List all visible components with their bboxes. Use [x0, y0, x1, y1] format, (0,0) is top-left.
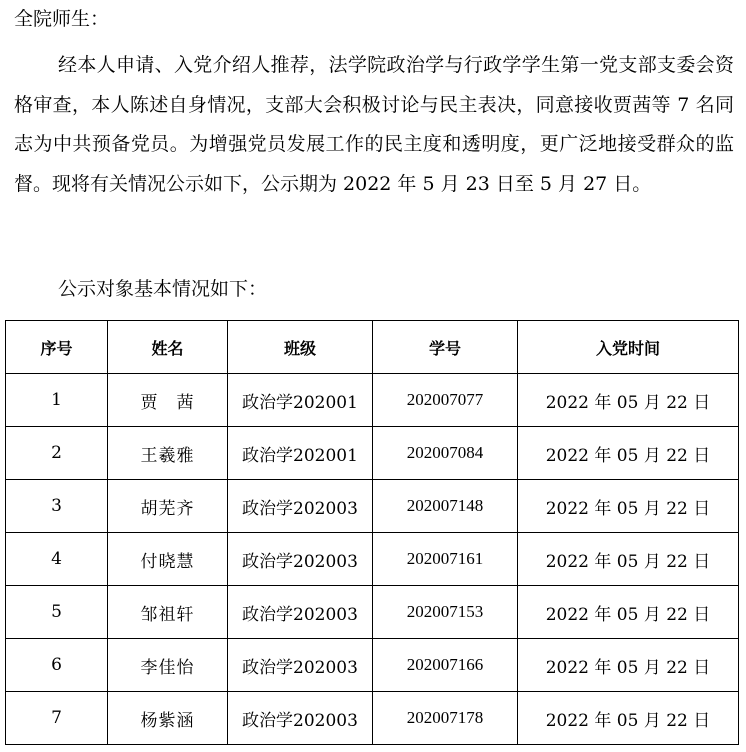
table-row	[6, 427, 739, 480]
cell-class: 政治学202003	[228, 586, 373, 639]
header-join-date: 入党时间	[518, 321, 739, 374]
cell-index: 7	[6, 692, 108, 745]
table-row	[6, 586, 739, 639]
cell-student-id: 202007161	[373, 533, 518, 586]
table-row	[6, 692, 739, 745]
table-row	[6, 639, 739, 692]
cell-name: 贾 茜	[108, 374, 228, 427]
cell-join-date: 2022 年 05 月 22 日	[518, 639, 739, 692]
cell-class: 政治学202003	[228, 639, 373, 692]
cell-student-id: 202007178	[373, 692, 518, 745]
header-index: 序号	[6, 321, 108, 374]
salutation: 全院师生：	[14, 8, 110, 30]
header-student-id: 学号	[373, 321, 518, 374]
cell-join-date: 2022 年 05 月 22 日	[518, 374, 739, 427]
cell-student-id: 202007084	[373, 427, 518, 480]
table-intro: 公示对象基本情况如下：	[58, 278, 268, 300]
cell-student-id: 202007153	[373, 586, 518, 639]
cell-join-date: 2022 年 05 月 22 日	[518, 692, 739, 745]
table-row	[6, 374, 739, 427]
cell-name: 付晓慧	[108, 533, 228, 586]
cell-student-id: 202007166	[373, 639, 518, 692]
cell-name: 王羲雅	[108, 427, 228, 480]
table-row	[6, 533, 739, 586]
announcement-body: 经本人申请、入党介绍人推荐，法学院政治学与行政学学生第一党支部支委会资格审查，本人陈述自身情况，支部大会积极讨论与民主表决，同意接收贾茜等 7 名同志为中共预备党员。为增强党员发展工作的民主度和透明度，更广泛地接受群众的监督。现将有关情况公示如下，公示期为 2022 年 5 月 23 日至 5 月 27 日。	[14, 54, 734, 195]
cell-index: 2	[6, 427, 108, 480]
cell-join-date: 2022 年 05 月 22 日	[518, 427, 739, 480]
table-header-row	[6, 321, 739, 374]
cell-class: 政治学202001	[228, 374, 373, 427]
cell-class: 政治学202003	[228, 480, 373, 533]
cell-index: 4	[6, 533, 108, 586]
cell-index: 5	[6, 586, 108, 639]
cell-index: 6	[6, 639, 108, 692]
cell-class: 政治学202001	[228, 427, 373, 480]
table-row	[6, 480, 739, 533]
cell-student-id: 202007077	[373, 374, 518, 427]
cell-join-date: 2022 年 05 月 22 日	[518, 533, 739, 586]
cell-index: 3	[6, 480, 108, 533]
candidate-table	[5, 320, 739, 745]
cell-join-date: 2022 年 05 月 22 日	[518, 586, 739, 639]
cell-join-date: 2022 年 05 月 22 日	[518, 480, 739, 533]
cell-name: 李佳怡	[108, 639, 228, 692]
cell-class: 政治学202003	[228, 533, 373, 586]
cell-name: 胡芜齐	[108, 480, 228, 533]
cell-student-id: 202007148	[373, 480, 518, 533]
cell-name: 杨紫涵	[108, 692, 228, 745]
cell-class: 政治学202003	[228, 692, 373, 745]
cell-name: 邹祖轩	[108, 586, 228, 639]
header-name: 姓名	[108, 321, 228, 374]
cell-index: 1	[6, 374, 108, 427]
header-class: 班级	[228, 321, 373, 374]
